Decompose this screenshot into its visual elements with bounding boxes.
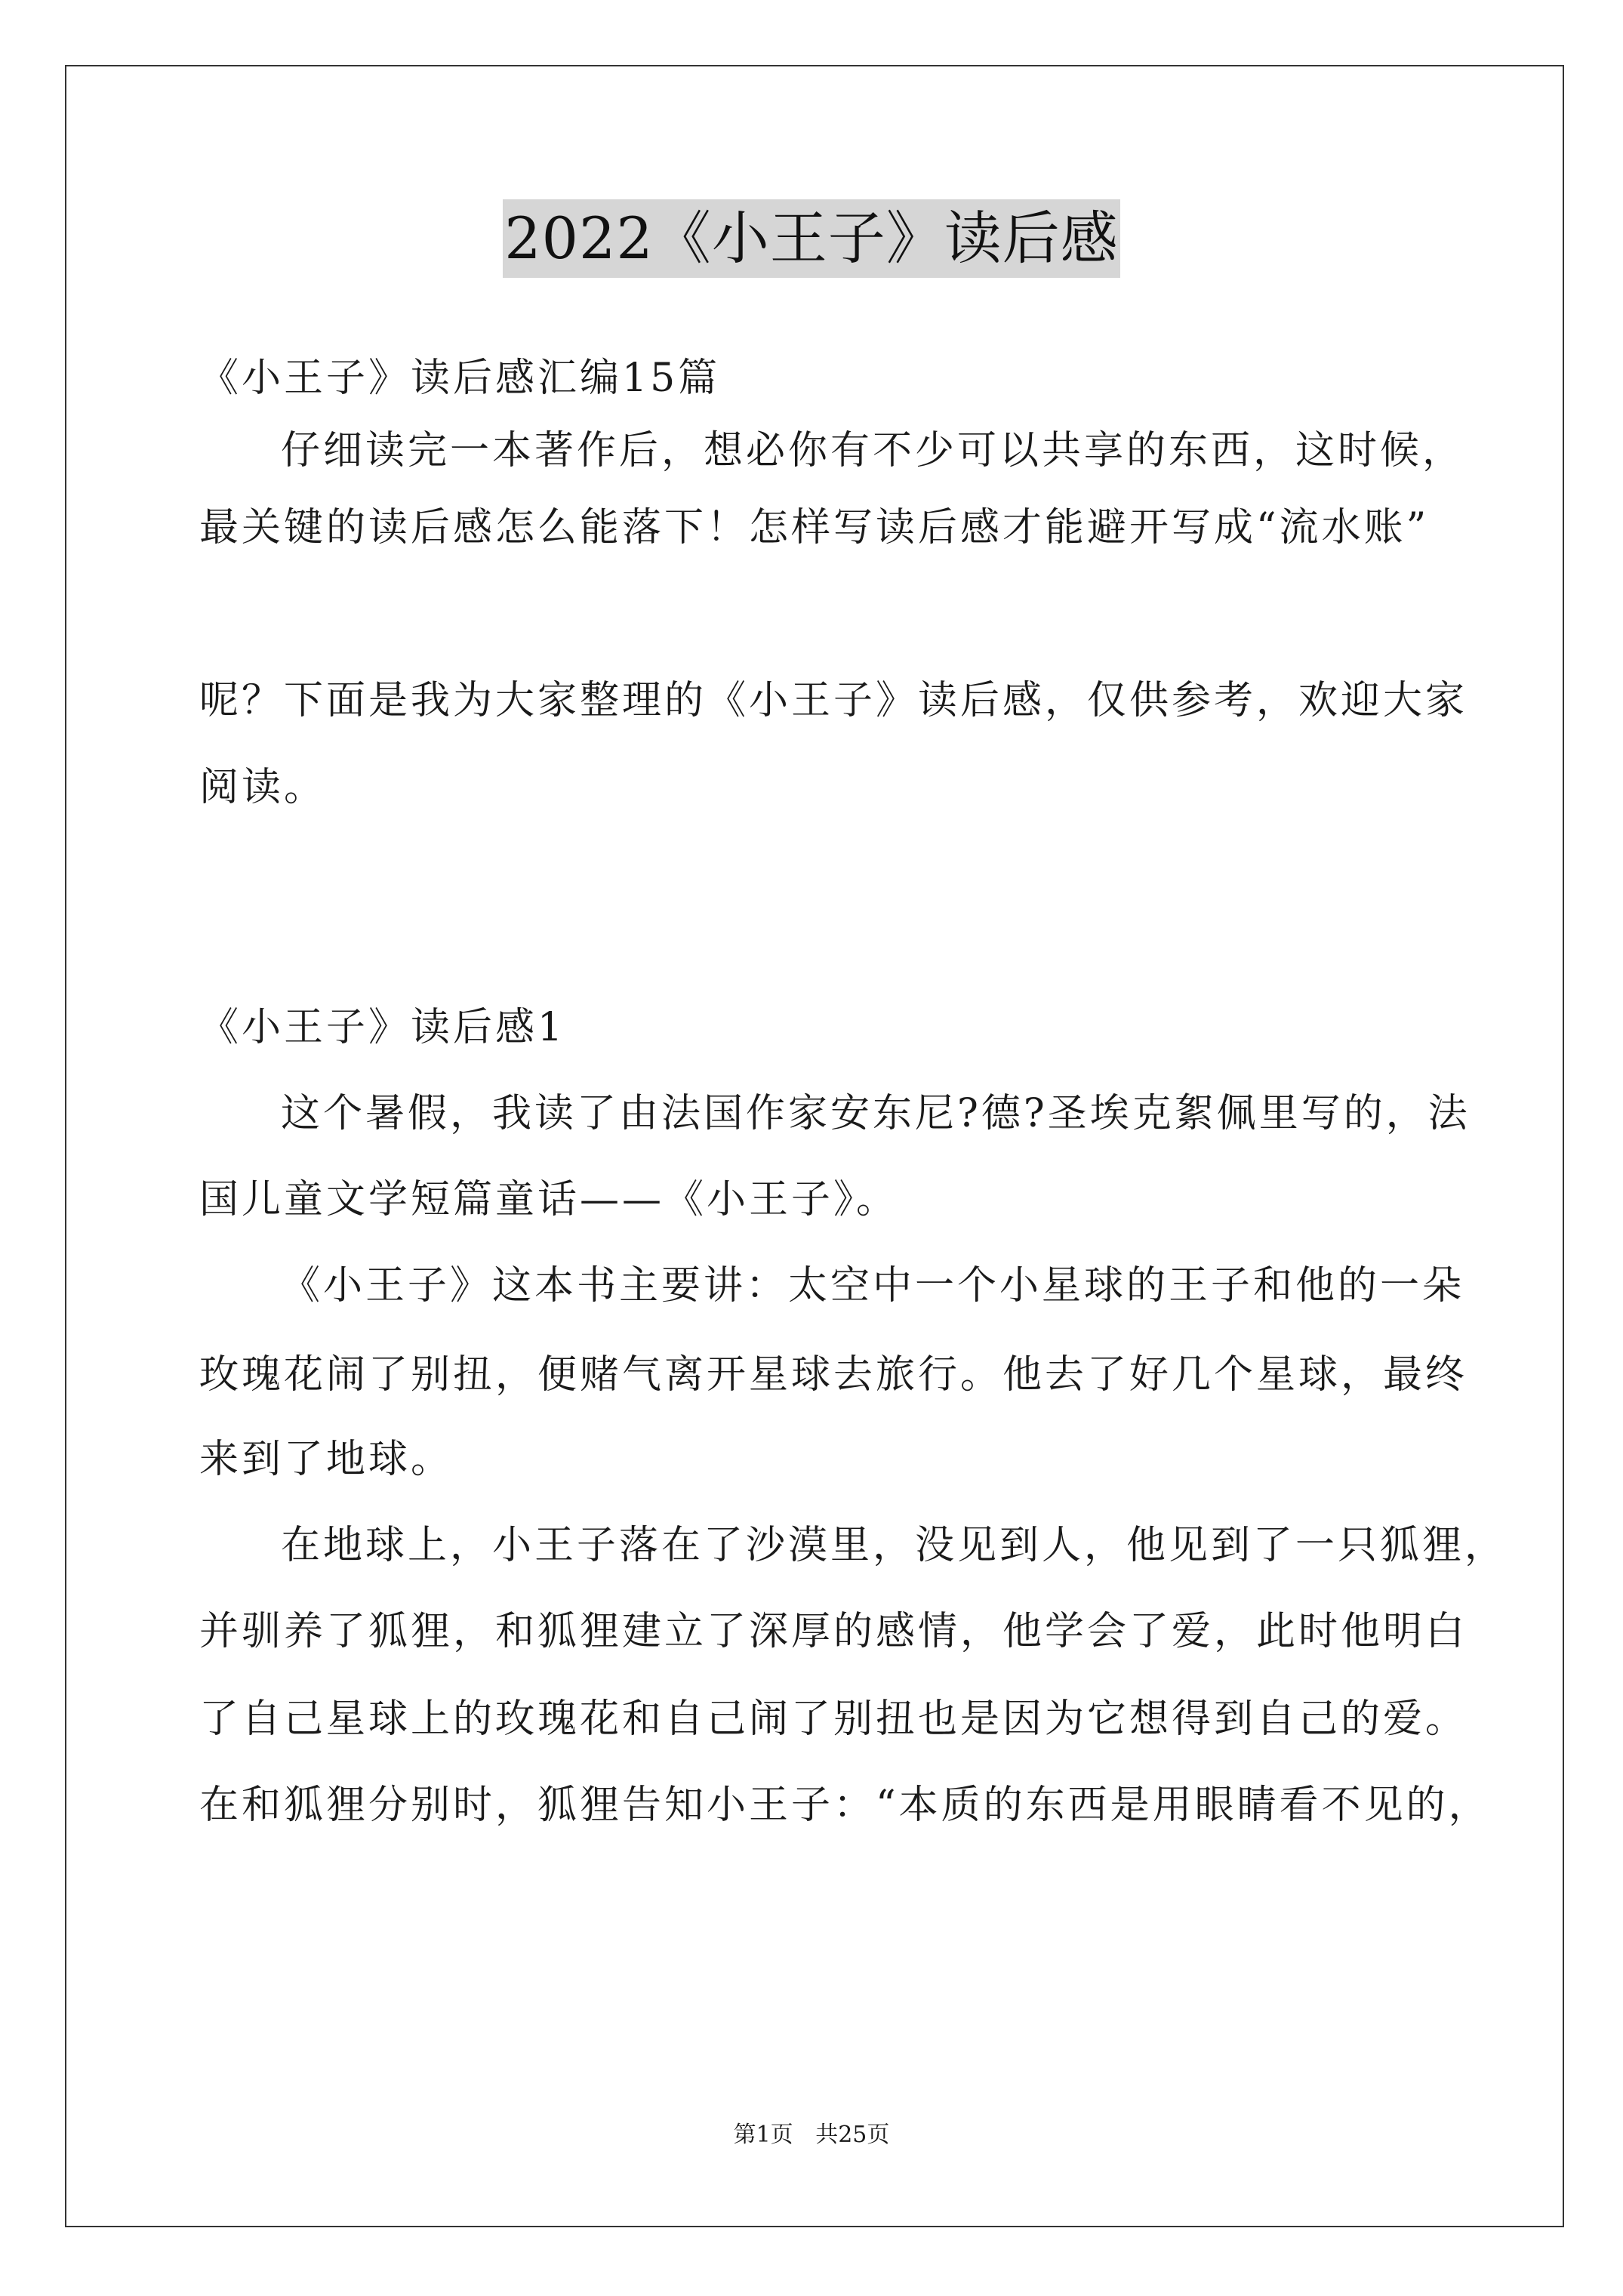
section-heading-1: 《小王子》读后感1 <box>199 1005 566 1050</box>
title-wrap <box>0 199 1623 278</box>
intro-line-3-visible: 呢？下面是我为大家整理的《小王子》读后感，仅供参考，欢迎大家 <box>199 678 1468 723</box>
para-1-line-2: 国儿童文学短篇童话——《小王子》。 <box>199 1177 899 1222</box>
page-total: 共25页 <box>815 2122 890 2148</box>
intro-line-2: 最关键的读后感怎么能落下！怎样写读后感才能避开写成“流水账” <box>199 505 1430 550</box>
document-title: 2022《小王子》读后感 <box>503 199 1119 278</box>
intro-line-4: 阅读。 <box>199 765 327 810</box>
para-2-line-3: 来到了地球。 <box>199 1437 454 1482</box>
para-3-line-3: 了自己星球上的玫瑰花和自己闹了别扭也是因为它想得到自己的爱。 <box>199 1697 1468 1742</box>
para-1-line-1: 这个暑假，我读了由法国作家安东尼?德?圣埃克絮佩里写的，法 <box>281 1091 1471 1136</box>
para-2-line-2: 玫瑰花闹了别扭，便赌气离开星球去旅行。他去了好几个星球，最终 <box>199 1352 1468 1398</box>
collection-subtitle: 《小王子》读后感汇编15篇 <box>199 356 721 401</box>
para-3-line-2: 并驯养了狐狸，和狐狸建立了深厚的感情，他学会了爱，此时他明白 <box>199 1609 1468 1654</box>
para-2-line-1: 《小王子》这本书主要讲：太空中一个小星球的王子和他的一朵 <box>281 1263 1465 1308</box>
para-3-line-4: 在和狐狸分别时，狐狸告知小王子：“本质的东西是用眼睛看不见的， <box>199 1783 1491 1828</box>
intro-line-1: 仔细读完一本著作后，想必你有不少可以共享的东西，这时候， <box>281 428 1465 473</box>
para-3-line-1: 在地球上，小王子落在了沙漠里，没见到人，他见到了一只狐狸， <box>281 1523 1508 1568</box>
page-number: 第1页 <box>733 2122 793 2148</box>
page-footer <box>0 2120 1623 2150</box>
